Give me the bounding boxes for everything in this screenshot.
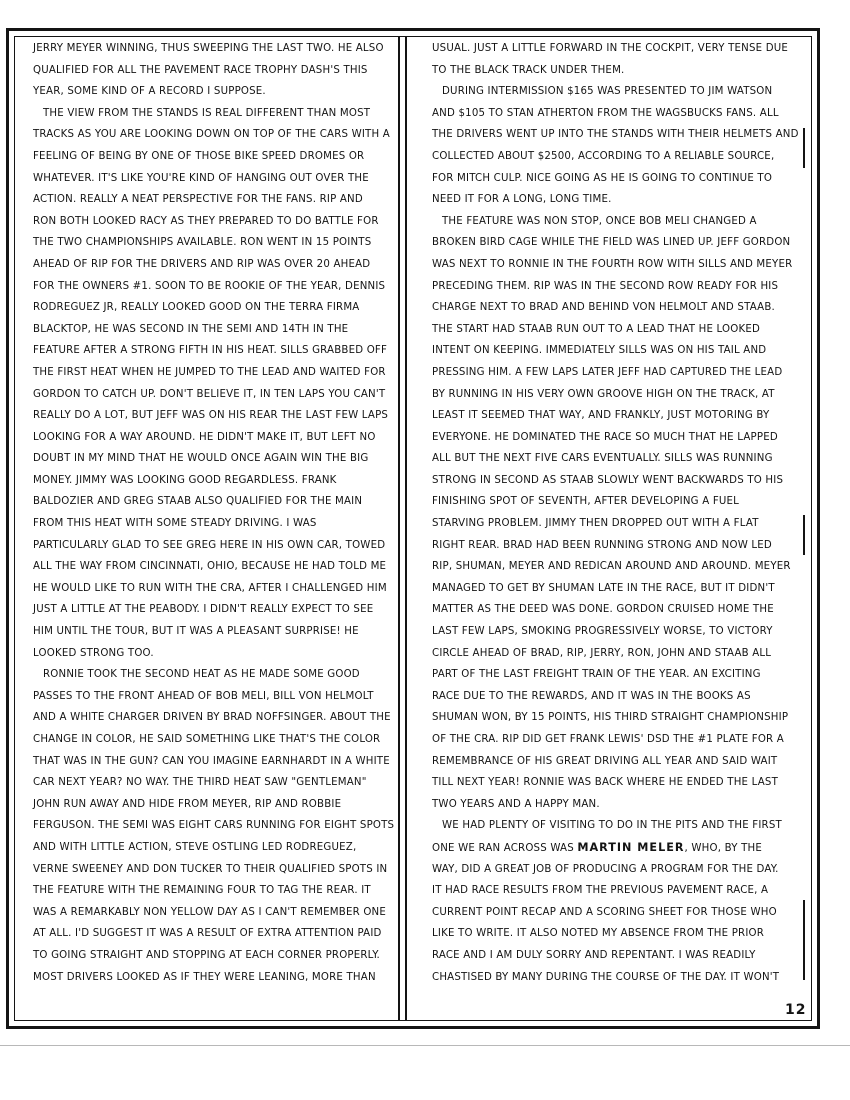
text-line: STARVING PROBLEM. JIMMY THEN DROPPED OUT WITH A FLAT xyxy=(432,518,759,530)
text-line: RACE DUE TO THE REWARDS, AND IT WAS IN THE BOOKS AS xyxy=(432,690,751,702)
text-fragment: , WHO, BY THE xyxy=(684,842,762,854)
left-column xyxy=(33,38,393,988)
text-line: THE VIEW FROM THE STANDS IS REAL DIFFERENT THAN MOST xyxy=(43,107,371,119)
text-line: LEAST IT SEEMED THAT WAY, AND FRANKLY, JUST MOTORING BY xyxy=(432,410,770,422)
text-line: BROKEN BIRD CAGE WHILE THE FIELD WAS LINED UP. JEFF GORDON xyxy=(432,237,791,249)
text-line: FROM THIS HEAT WITH SOME STEADY DRIVING. I WAS xyxy=(33,518,317,530)
text-line: FEATURE AFTER A STRONG FIFTH IN HIS HEAT. SILLS GRABBED OFF xyxy=(33,345,388,357)
text-line: RON BOTH LOOKED RACY AS THEY PREPARED TO DO BATTLE FOR xyxy=(33,215,379,227)
text-line: REMEMBRANCE OF HIS GREAT DRIVING ALL YEAR AND SAID WAIT xyxy=(432,755,778,767)
text-line: CHARGE NEXT TO BRAD AND BEHIND VON HELMOLT AND STAAB. xyxy=(432,302,775,314)
text-line: DOUBT IN MY MIND THAT HE WOULD ONCE AGAIN WIN THE BIG xyxy=(33,453,369,465)
text-line: OF THE CRA. RIP DID GET FRANK LEWIS' DSD THE #1 PLATE FOR A xyxy=(432,734,784,745)
text-line: CAR NEXT YEAR? NO WAY. THE THIRD HEAT SAW "GENTLEMAN" xyxy=(33,777,367,789)
text-line: MANAGED TO GET BY SHUMAN LATE IN THE RACE, BUT IT DIDN'T xyxy=(432,582,775,594)
text-line: AT ALL. I'D SUGGEST IT WAS A RESULT OF EXTRA ATTENTION PAID xyxy=(33,928,382,940)
text-line: PRESSING HIM. A FEW LAPS LATER JEFF HAD CAPTURED THE LEAD xyxy=(432,366,783,378)
text-line: ACTION. REALLY A NEAT PERSPECTIVE FOR THE FANS. RIP AND xyxy=(33,194,363,206)
text-line: TRACKS AS YOU ARE LOOKING DOWN ON TOP OF THE CARS WITH A xyxy=(33,129,390,141)
text-line: THE FEATURE WITH THE REMAINING FOUR TO TAG THE REAR. IT xyxy=(33,885,371,897)
text-line: TILL NEXT YEAR! RONNIE WAS BACK WHERE HE ENDED THE LAST xyxy=(432,777,778,789)
text-line: THE TWO CHAMPIONSHIPS AVAILABLE. RON WENT IN 15 POINTS xyxy=(33,237,372,249)
text-line: GORDON TO CATCH UP. DON'T BELIEVE IT, IN TEN LAPS YOU CAN'T xyxy=(33,388,386,400)
text-line: JERRY MEYER WINNING, THUS SWEEPING THE LAST TWO. HE ALSO xyxy=(33,43,384,54)
text-line: TO THE BLACK TRACK UNDER THEM. xyxy=(432,64,625,76)
text-line: THAT WAS IN THE GUN? CAN YOU IMAGINE EARNHARDT IN A WHITE xyxy=(33,755,390,767)
text-line: AND WITH LITTLE ACTION, STEVE OSTLING LED RODREGUEZ, xyxy=(33,841,357,853)
right-column xyxy=(432,38,799,988)
text-line: LIKE TO WRITE. IT ALSO NOTED MY ABSENCE FROM THE PRIOR xyxy=(432,928,765,940)
text-line: THE START HAD STAAB RUN OUT TO A LEAD THAT HE LOOKED xyxy=(432,323,761,335)
text-line: LAST FEW LAPS, SMOKING PROGRESSIVELY WORSE, TO VICTORY xyxy=(432,626,773,638)
text-line: AND A WHITE CHARGER DRIVEN BY BRAD NOFFSINGER. ABOUT THE xyxy=(33,712,391,724)
margin-mark xyxy=(803,515,805,555)
text-line: FOR THE OWNERS #1. SOON TO BE ROOKIE OF THE YEAR, DENNIS xyxy=(33,280,386,292)
text-line: JUST A LITTLE AT THE PEABODY. I DIDN'T REALLY EXPECT TO SEE xyxy=(33,604,374,616)
text-line: IT HAD RACE RESULTS FROM THE PREVIOUS PAVEMENT RACE, A xyxy=(432,885,769,897)
bold-name: MARTIN MELER xyxy=(577,840,685,854)
text-line: THE FEATURE WAS NON STOP, ONCE BOB MELI CHANGED A xyxy=(442,215,757,227)
text-line: HIM UNTIL THE TOUR, BUT IT WAS A PLEASANT SURPRISE! HE xyxy=(33,626,359,638)
text-line: SHUMAN WON, BY 15 POINTS, HIS THIRD STRAIGHT CHAMPIONSHIP xyxy=(432,712,789,724)
text-line: WAS A REMARKABLY NON YELLOW DAY AS I CAN'T REMEMBER ONE xyxy=(33,906,387,918)
text-line: CURRENT POINT RECAP AND A SCORING SHEET FOR THOSE WHO xyxy=(432,906,777,918)
text-line: RACE AND I AM DULY SORRY AND REPENTANT. I WAS READILY xyxy=(432,949,756,961)
column-divider-left xyxy=(398,36,400,1021)
margin-mark xyxy=(803,128,805,168)
text-line: ALL BUT THE NEXT FIVE CARS EVENTUALLY. SILLS WAS RUNNING xyxy=(432,453,773,465)
text-line-with-name xyxy=(432,837,792,859)
margin-mark xyxy=(803,900,805,980)
text-line: LOOKED STRONG TOO. xyxy=(33,647,154,659)
text-line: FINISHING SPOT OF SEVENTH, AFTER DEVELOPING A FUEL xyxy=(432,496,740,508)
text-line: AND $105 TO STAN ATHERTON FROM THE WAGSBUCKS FANS. ALL xyxy=(432,107,779,119)
text-line: CHASTISED BY MANY DURING THE COURSE OF THE DAY. IT WON'T xyxy=(432,971,780,983)
text-line: ALL THE WAY FROM CINCINNATI, OHIO, BECAUSE HE HAD TOLD ME xyxy=(33,561,387,573)
text-line: RODREGUEZ JR, REALLY LOOKED GOOD ON THE TERRA FIRMA xyxy=(33,302,360,314)
text-line: FOR MITCH CULP. NICE GOING AS HE IS GOING TO CONTINUE TO xyxy=(432,172,773,184)
text-line: RONNIE TOOK THE SECOND HEAT AS HE MADE SOME GOOD xyxy=(43,669,360,681)
text-line: YEAR, SOME KIND OF A RECORD I SUPPOSE. xyxy=(33,86,266,98)
text-line: WE HAD PLENTY OF VISITING TO DO IN THE PITS AND THE FIRST xyxy=(442,820,782,832)
text-line: JOHN RUN AWAY AND HIDE FROM MEYER, RIP AND ROBBIE xyxy=(33,798,342,810)
text-line: TWO YEARS AND A HAPPY MAN. xyxy=(432,798,600,810)
scan-edge-line xyxy=(0,1045,850,1046)
text-line: AHEAD OF RIP FOR THE DRIVERS AND RIP WAS OVER 20 AHEAD xyxy=(33,258,371,270)
text-line: FERGUSON. THE SEMI WAS EIGHT CARS RUNNING FOR EIGHT SPOTS xyxy=(33,820,395,832)
text-line: RIGHT REAR. BRAD HAD BEEN RUNNING STRONG AND NOW LED xyxy=(432,539,772,551)
text-line: STRONG IN SECOND AS STAAB SLOWLY WENT BACKWARDS TO HIS xyxy=(432,474,784,486)
text-line: PRECEDING THEM. RIP WAS IN THE SECOND ROW READY FOR HIS xyxy=(432,280,779,292)
text-line: MOST DRIVERS LOOKED AS IF THEY WERE LEANING, MORE THAN xyxy=(33,971,376,983)
text-line: INTENT ON KEEPING. IMMEDIATELY SILLS WAS ON HIS TAIL AND xyxy=(432,345,767,357)
text-line: DURING INTERMISSION $165 WAS PRESENTED TO JIM WATSON xyxy=(442,86,773,98)
text-line: PASSES TO THE FRONT AHEAD OF BOB MELI, BILL VON HELMOLT xyxy=(33,690,374,702)
text-line: BALDOZIER AND GREG STAAB ALSO QUALIFIED FOR THE MAIN xyxy=(33,496,363,508)
text-line: USUAL. JUST A LITTLE FORWARD IN THE COCKPIT, VERY TENSE DUE xyxy=(432,43,789,54)
text-line: CHANGE IN COLOR, HE SAID SOMETHING LIKE THAT'S THE COLOR xyxy=(33,734,381,745)
text-line: BLACKTOP, HE WAS SECOND IN THE SEMI AND 14TH IN THE xyxy=(33,323,349,335)
text-line: BY RUNNING IN HIS VERY OWN GROOVE HIGH ON THE TRACK, AT xyxy=(432,388,775,400)
text-line: QUALIFIED FOR ALL THE PAVEMENT RACE TROPHY DASH'S THIS xyxy=(33,64,368,76)
text-line: RIP, SHUMAN, MEYER AND REDICAN AROUND AND AROUND. MEYER xyxy=(432,561,791,573)
text-line: FEELING OF BEING BY ONE OF THOSE BIKE SPEED DROMES OR xyxy=(33,150,365,162)
text-line: WAS NEXT TO RONNIE IN THE FOURTH ROW WITH SILLS AND MEYER xyxy=(432,258,793,270)
text-line: LOOKING FOR A WAY AROUND. HE DIDN'T MAKE IT, BUT LEFT NO xyxy=(33,431,376,443)
text-line: CIRCLE AHEAD OF BRAD, RIP, JERRY, RON, JOHN AND STAAB ALL xyxy=(432,647,772,659)
text-line: HE WOULD LIKE TO RUN WITH THE CRA, AFTER I CHALLENGED HIM xyxy=(33,582,387,594)
text-line: WHATEVER. IT'S LIKE YOU'RE KIND OF HANGING OUT OVER THE xyxy=(33,172,369,184)
text-line: REALLY DO A LOT, BUT JEFF WAS ON HIS REAR THE LAST FEW LAPS xyxy=(33,410,389,422)
text-line: THE FIRST HEAT WHEN HE JUMPED TO THE LEAD AND WAITED FOR xyxy=(33,366,386,378)
page-number: 12 xyxy=(785,1002,807,1018)
text-line: THE DRIVERS WENT UP INTO THE STANDS WITH THEIR HELMETS AND xyxy=(432,129,799,141)
text-line: NEED IT FOR A LONG, LONG TIME. xyxy=(432,194,612,206)
text-line: MONEY. JIMMY WAS LOOKING GOOD REGARDLESS. FRANK xyxy=(33,474,337,486)
column-divider-right xyxy=(405,36,407,1021)
text-fragment: ONE WE RAN ACROSS WAS xyxy=(432,842,574,854)
text-line: TO GOING STRAIGHT AND STOPPING AT EACH CORNER PROPERLY. xyxy=(33,949,380,961)
text-line: PARTICULARLY GLAD TO SEE GREG HERE IN HIS OWN CAR, TOWED xyxy=(33,539,386,551)
text-line: EVERYONE. HE DOMINATED THE RACE SO MUCH THAT HE LAPPED xyxy=(432,431,778,443)
text-line: PART OF THE LAST FREIGHT TRAIN OF THE YEAR. AN EXCITING xyxy=(432,669,761,681)
text-line: VERNE SWEENEY AND DON TUCKER TO THEIR QUALIFIED SPOTS IN xyxy=(33,863,388,875)
text-line: MATTER AS THE DEED WAS DONE. GORDON CRUISED HOME THE xyxy=(432,604,774,616)
text-line: WAY, DID A GREAT JOB OF PRODUCING A PROGRAM FOR THE DAY. xyxy=(432,863,779,875)
text-line: COLLECTED ABOUT $2500, ACCORDING TO A RELIABLE SOURCE, xyxy=(432,150,775,162)
